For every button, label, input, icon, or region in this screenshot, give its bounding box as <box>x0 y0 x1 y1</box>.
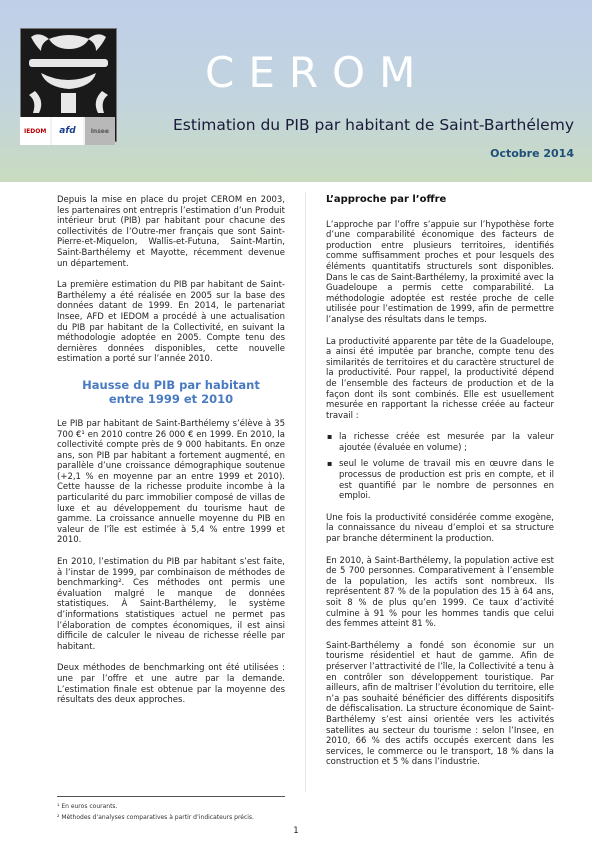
section-heading: Hausse du PIB par habitant entre 1999 et 2010 <box>82 377 260 406</box>
bullet-list <box>326 432 554 502</box>
paragraph: Le PIB par habitant de Saint-Barthélemy s’élève à 35 700 €¹ en 2010 contre 26 000 € en 1999. En 2010, la collectivité compte près de 9 000 habitants. En onze ans, son PIB par habitant a fortement augmenté, en parallèle d’une croissance démographique soutenue (+2,1 % en moyenne par an entre 1999 et 2010). Cette hausse de la richesse produite incombe à la particularité du parc immobilier composé de villas de luxe et au développement du tourisme haut de gamme. La croissance annuelle moyenne du PIB en valeur de l’île est estimée à 5,4 % entre 1999 et 2010. <box>57 418 285 546</box>
partner-logos <box>20 117 115 145</box>
iedom-logo: IEDOM <box>20 117 50 145</box>
footnotes <box>57 796 285 823</box>
paragraph: En 2010, à Saint-Barthélemy, la population active est de 5 700 personnes. Comparativement à l’ensemble de la population, les actifs sont nombreux. Ils représentent 87 % de la population des 15 à 64 ans, soit 8 % de plus qu’en 1999. Ce taux d’activité culmine à 91 % pour les hommes tandis que celui des femmes atteint 81 %. <box>326 555 554 630</box>
list-item: ▪ seul le volume de travail mis en œuvre dans le processus de production est pris en compte, et il est quantifié par le nombre de personnes en emploi. <box>326 459 554 501</box>
paragraph: La productivité apparente par tête de la Guadeloupe, a ainsi été imputée par branche, compte tenu des similarités de territoires et du caractère structurel de la productivité. Pour rappel, la productivité dépend de l’ensemble des facteurs de production et de la façon dont ils sont combinés. Elle est usuellement mesurée en rapportant la richesse créée au facteur travail : <box>326 336 554 421</box>
page-title: CEROM <box>205 48 430 97</box>
page-subtitle: Estimation du PIB par habitant de Saint-Barthélemy <box>173 116 574 134</box>
afd-logo: afd <box>52 117 82 145</box>
paragraph: Une fois la productivité considérée comme exogène, la connaissance du niveau d’emploi et sa structure par branche déterminent la production. <box>326 512 554 545</box>
paragraph: La première estimation du PIB par habitant de Saint-Barthélemy a été réalisée en 2005 sur la base des données datant de 1999. En 2014, le partenariat Insee, AFD et IEDOM a procédé à une actualisation du PIB par habitant de la Collectivité, en suivant la méthodologie adoptée en 2005. Compte tenu des dernières données disponibles, cette nouvelle estimation a porté sur l’année 2010. <box>57 280 285 365</box>
list-item: ▪ la richesse créée est mesurée par la valeur ajoutée (évaluée en volume) ; <box>326 432 554 453</box>
paragraph: L’approche par l’offre s’appuie sur l’hypothèse forte d’une comparabilité économique des facteurs de production entre plusieurs territoires, identifiés comme suffisamment proches et pour lesquels des éléments quantitatifs structurels sont disponibles. Dans le cas de Saint-Barthélemy, la proximité avec la Guadeloupe a permis cette comparabilité. La méthodologie adoptée est restée proche de celle utilisée pour l’estimation de 1999, afin de permettre l’analyse des résultats dans le temps. <box>326 219 554 325</box>
paragraph: Deux méthodes de benchmarking ont été utilisées : une par l’offre et une autre par la demande. L’estimation finale est obtenue par la moyenne des résultats des deux approches. <box>57 663 285 706</box>
page-number: 1 <box>293 826 299 836</box>
footnote: ² Méthodes d’analyses comparatives à partir d’indicateurs précis. <box>57 814 254 821</box>
paragraph: Saint-Barthélemy a fondé son économie sur un tourisme résidentiel et haut de gamme. Afin de préserver l’attractivité de l’île, la Collectivité a tenu à en contrôler son développement touristique. Par ailleurs, afin de maîtriser l’évolution du territoire, elle n’a pas souhaité bénéficier des différents dispositifs de défiscalisation. La structure économique de Saint-Barthélemy s’est ainsi orientée vers les activités satellites au secteur du tourisme : selon l’Insee, en 2010, 66 % des actifs occupés exercent dans les services, le commerce ou le transport, 18 % dans la construction et 5 % dans l’industrie. <box>326 640 554 768</box>
column-divider <box>305 192 306 792</box>
insee-logo: Insee <box>85 117 115 145</box>
publication-date: Octobre 2014 <box>490 147 574 160</box>
section-heading: L’approche par l’offre <box>326 194 447 205</box>
left-column <box>57 195 285 717</box>
right-column <box>326 195 554 779</box>
paragraph: En 2010, l’estimation du PIB par habitant s’est faite, à l’instar de 1999, par combinaison de méthodes de benchmarking². Ces méthodes ont permis une évaluation malgré le manque de données statistiques. À Saint-Barthélemy, le système d’informations statistiques actuel ne permet pas l’élaboration de comptes économiques, il est ainsi difficile de calculer le niveau de richesse réelle par habitant. <box>57 557 285 652</box>
footnote: ¹ En euros courants. <box>57 803 118 810</box>
intro-paragraph: Depuis la mise en place du projet CEROM en 2003, les partenaires ont entrepris l’estimation d’un Produit intérieur brut (PIB) par habitant pour chacune des collectivités de l’Outre-mer français que sont Saint-Pierre-et-Miquelon, Wallis-et-Futuna, Saint-Martin, Saint-Barthélemy et Mayotte, récemment devenue un département. <box>57 195 285 269</box>
